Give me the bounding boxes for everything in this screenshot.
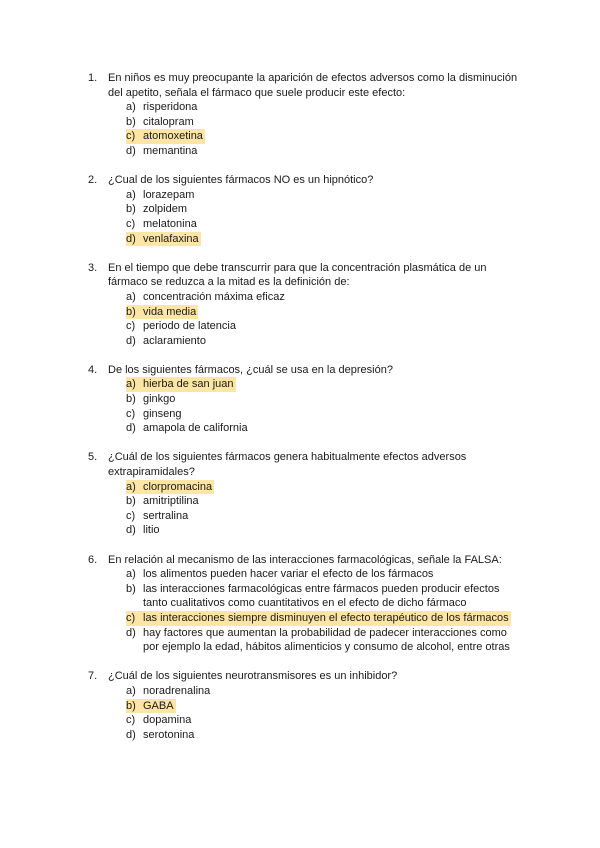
- option-text: amapola de california: [143, 422, 248, 435]
- question-text: ¿Cuál de los siguientes neurotransmisores es un inhibidor?: [108, 670, 398, 683]
- question-5: [88, 450, 528, 538]
- option-5-c: [88, 509, 528, 524]
- option-text: risperidona: [143, 101, 198, 114]
- question-7: [88, 669, 528, 742]
- question-2: [88, 173, 528, 246]
- highlighted-answer: [126, 129, 205, 144]
- answer-option: [126, 100, 199, 115]
- question-text: ¿Cuál de los siguientes fármacos genera habitualmente efectos adversos: [108, 451, 467, 464]
- question-list: [88, 71, 528, 757]
- question-text: ¿Cual de los siguientes fármacos NO es un hipnótico?: [108, 174, 374, 187]
- question-line: [88, 86, 528, 101]
- answer-option: [126, 713, 193, 728]
- question-line: [88, 173, 528, 188]
- option-label: a): [126, 480, 136, 493]
- option-label: d): [126, 232, 136, 245]
- question-6: [88, 553, 528, 655]
- answer-option: [126, 728, 196, 743]
- question-line: [88, 450, 528, 465]
- option-5-d: [88, 523, 528, 538]
- option-2-c: [88, 217, 528, 232]
- option-1-c: [88, 129, 528, 144]
- option-7-a: [88, 684, 528, 699]
- option-label: a): [126, 101, 136, 114]
- question-line: [88, 261, 528, 276]
- option-label: c): [126, 217, 136, 230]
- option-4-d: [88, 421, 528, 436]
- question-text: En niños es muy preocupante la aparición de efectos adversos como la disminución: [108, 72, 518, 84]
- option-text: hierba de san juan: [143, 378, 234, 391]
- option-5-a: [88, 480, 528, 495]
- option-7-c: [88, 713, 528, 728]
- option-label: d): [126, 524, 136, 537]
- question-text: En relación al mecanismo de las interacciones farmacológicas, señale la FALSA:: [108, 553, 502, 566]
- answer-option: [126, 494, 201, 509]
- highlighted-answer: [126, 480, 214, 495]
- highlighted-answer: [126, 699, 176, 714]
- option-3-c: [88, 319, 528, 334]
- option-label: b): [126, 203, 136, 216]
- option-label: b): [126, 115, 136, 128]
- answer-option: [126, 217, 199, 232]
- option-text: serotonina: [143, 728, 195, 741]
- answer-option: [126, 202, 189, 217]
- option-text: sertralina: [143, 509, 189, 522]
- option-label: a): [126, 378, 136, 391]
- option-text: periodo de latencia: [143, 320, 236, 333]
- option-text: zolpidem: [143, 203, 188, 216]
- option-label: a): [126, 684, 136, 697]
- option-label: b): [126, 582, 136, 595]
- question-4: [88, 363, 528, 436]
- answer-option: [126, 684, 212, 699]
- option-4-b: [88, 392, 528, 407]
- question-text: En el tiempo que debe transcurrir para que la concentración plasmática de un: [108, 261, 487, 274]
- option-text: litio: [143, 524, 160, 537]
- question-line: [88, 669, 528, 684]
- option-text: dopamina: [143, 714, 192, 727]
- option-2-a: [88, 188, 528, 203]
- question-number: 5.: [88, 451, 98, 464]
- option-text: concentración máxima eficaz: [143, 290, 285, 303]
- option-text: tanto cualitativos como cuantitativos en el efecto de dicho fármaco: [143, 597, 467, 610]
- question-number: 6.: [88, 553, 98, 566]
- answer-option: [126, 509, 190, 524]
- answer-option: [126, 523, 162, 538]
- option-text: hay factores que aumentan la probabilidad de padecer interacciones como: [143, 626, 507, 639]
- option-7-b: [88, 699, 528, 714]
- option-text: noradrenalina: [143, 684, 211, 697]
- question-1: [88, 71, 528, 159]
- question-text: del apetito, señala el fármaco que suele producir este efecto:: [108, 86, 406, 99]
- answer-option: [126, 290, 287, 305]
- highlighted-answer: [126, 611, 511, 626]
- option-2-d: [88, 232, 528, 247]
- question-text: extrapiramidales?: [108, 466, 195, 479]
- option-label: d): [126, 626, 136, 639]
- option-label: c): [126, 611, 136, 624]
- option-label: c): [126, 130, 136, 143]
- question-line: [88, 465, 528, 480]
- option-text: aclaramiento: [143, 334, 206, 347]
- option-2-b: [88, 202, 528, 217]
- question-3: [88, 261, 528, 349]
- answer-option: [126, 188, 196, 203]
- option-text: lorazepam: [143, 188, 195, 201]
- option-label: b): [126, 699, 136, 712]
- option-7-d: [88, 728, 528, 743]
- highlighted-answer: [126, 232, 201, 247]
- question-number: 1.: [88, 72, 98, 84]
- answer-option: [126, 115, 196, 130]
- option-4-c: [88, 407, 528, 422]
- option-continuation: [88, 596, 528, 611]
- question-number: 4.: [88, 363, 98, 376]
- question-line: [88, 275, 528, 290]
- answer-option: [126, 567, 435, 582]
- answer-option: [126, 334, 208, 349]
- option-1-d: [88, 144, 528, 159]
- highlighted-answer: [126, 377, 236, 392]
- option-4-a: [88, 377, 528, 392]
- option-text: venlafaxina: [143, 232, 199, 245]
- answer-option: [126, 421, 250, 436]
- option-text: vida media: [143, 305, 197, 318]
- option-text: GABA: [143, 699, 174, 712]
- option-text: las interacciones siempre disminuyen el efecto terapéutico de los fármacos: [143, 611, 509, 624]
- option-label: b): [126, 393, 136, 406]
- option-label: c): [126, 407, 136, 420]
- option-text: memantina: [143, 144, 198, 157]
- option-label: a): [126, 568, 136, 581]
- question-number: 7.: [88, 670, 98, 683]
- option-1-a: [88, 100, 528, 115]
- option-6-b: [88, 582, 528, 597]
- option-1-b: [88, 115, 528, 130]
- option-label: c): [126, 714, 136, 727]
- option-label: a): [126, 188, 136, 201]
- option-3-d: [88, 334, 528, 349]
- answer-option: [126, 392, 177, 407]
- option-label: b): [126, 305, 136, 318]
- option-label: d): [126, 334, 136, 347]
- option-label: b): [126, 495, 136, 508]
- option-text: atomoxetina: [143, 130, 203, 143]
- answer-option: [126, 144, 199, 159]
- question-line: [88, 553, 528, 568]
- highlighted-answer: [126, 305, 198, 320]
- option-label: a): [126, 290, 136, 303]
- option-continuation: [88, 640, 528, 655]
- option-text: amitriptilina: [143, 495, 199, 508]
- question-text: fármaco se reduzca a la mitad es la definición de:: [108, 276, 350, 289]
- question-number: 3.: [88, 261, 98, 274]
- answer-option: [126, 626, 509, 641]
- option-3-b: [88, 305, 528, 320]
- answer-option: [126, 407, 184, 422]
- option-text: las interacciones farmacológicas entre fármacos pueden producir efectos: [143, 582, 500, 595]
- question-line: [88, 71, 528, 86]
- option-6-a: [88, 567, 528, 582]
- option-text: clorpromacina: [143, 480, 213, 493]
- question-number: 2.: [88, 174, 98, 187]
- question-text: De los siguientes fármacos, ¿cuál se usa en la depresión?: [108, 363, 393, 376]
- answer-option: [126, 319, 238, 334]
- option-6-d: [88, 626, 528, 641]
- option-text: los alimentos pueden hacer variar el efecto de los fármacos: [143, 568, 434, 581]
- option-6-c: [88, 611, 528, 626]
- option-text: ginseng: [143, 407, 182, 420]
- option-text: citalopram: [143, 115, 194, 128]
- option-label: d): [126, 422, 136, 435]
- option-label: c): [126, 320, 136, 333]
- option-label: c): [126, 509, 136, 522]
- question-line: [88, 363, 528, 378]
- option-label: d): [126, 728, 136, 741]
- option-text: melatonina: [143, 217, 197, 230]
- option-label: d): [126, 144, 136, 157]
- option-text: por ejemplo la edad, hábitos alimenticios y consumo de alcohol, entre otras: [143, 641, 510, 654]
- option-text: ginkgo: [143, 393, 176, 406]
- answer-option: [126, 582, 501, 597]
- option-5-b: [88, 494, 528, 509]
- option-3-a: [88, 290, 528, 305]
